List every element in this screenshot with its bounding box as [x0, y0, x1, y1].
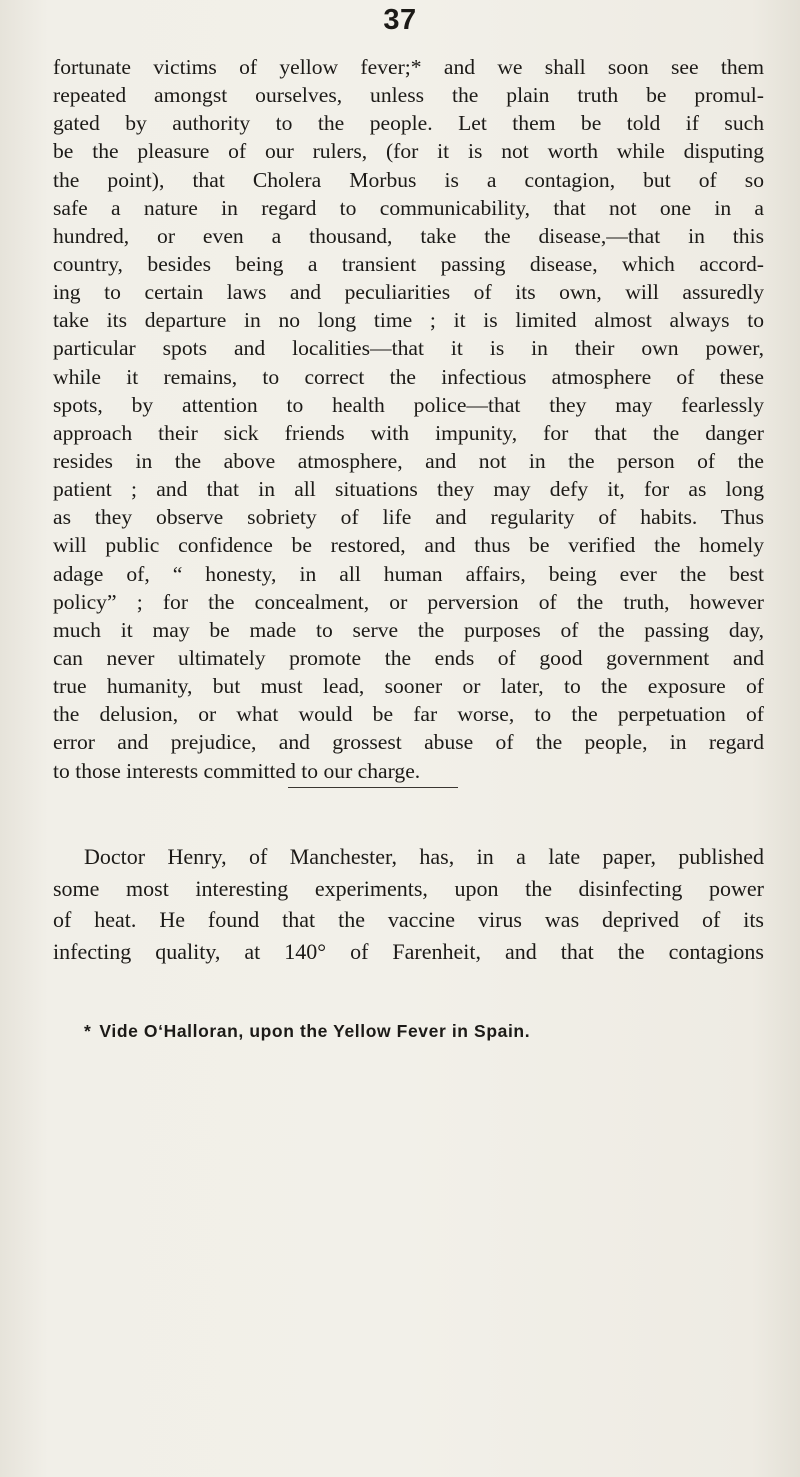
text-line: country, besides being a transient passing disease, which accord- [53, 251, 764, 276]
text-line: can never ultimately promote the ends of good government and [53, 645, 764, 670]
text-line: spots, by attention to health police—that they may fearlessly [53, 392, 764, 417]
text-line: Doctor Henry, of Manchester, has, in a late paper, published [84, 844, 764, 869]
text-line: hundred, or even a thousand, take the disease,—that in this [53, 223, 764, 248]
text-line: gated by authority to the people. Let them be told if such [53, 111, 764, 136]
text-line: adage of, “ honesty, in all human affairs, being ever the best [53, 561, 764, 586]
footnote-text: Vide O‘Halloran, upon the Yellow Fever in Spain. [99, 1021, 531, 1041]
text-line: much it may be made to serve the purposes of the passing day, [53, 617, 764, 642]
text-line: will public confidence be restored, and thus be verified the homely [53, 533, 764, 558]
text-line: resides in the above atmosphere, and not in the person of the [53, 448, 764, 473]
section-divider [288, 787, 458, 788]
text-line: of heat. He found that the vaccine virus was deprived of its [53, 907, 764, 932]
text-line: patient ; and that in all situations they may defy it, for as long [53, 477, 764, 502]
text-line: infecting quality, at 140° of Farenheit, and that the contagions [53, 938, 764, 964]
text-line: some most interesting experiments, upon the disinfecting power [53, 875, 764, 901]
text-line: take its departure in no long time ; it is limited almost always to [53, 308, 764, 333]
footnote-marker: * [84, 1021, 92, 1041]
text-line: safe a nature in regard to communicability, that not one in a [53, 195, 764, 220]
text-line: ing to certain laws and peculiarities of its own, will assuredly [53, 280, 764, 305]
main-paragraph [53, 53, 764, 785]
text-line: the point), that Cholera Morbus is a contagion, but of so [53, 167, 764, 192]
footnote [84, 1020, 530, 1042]
text-line: while it remains, to correct the infectious atmosphere of these [53, 364, 764, 389]
page-number: 37 [383, 4, 417, 36]
text-line: the delusion, or what would be far worse, to the perpetuation of [53, 702, 764, 727]
text-line: be the pleasure of our rulers, (for it is not worth while disputing [53, 139, 764, 164]
text-line: particular spots and localities—that it is in their own power, [53, 336, 764, 361]
text-line: as they observe sobriety of life and regularity of habits. Thus [53, 505, 764, 530]
second-paragraph [53, 841, 764, 967]
text-line: repeated amongst ourselves, unless the plain truth be promul- [53, 83, 764, 108]
text-line: to those interests committed to our charge. [53, 758, 421, 783]
text-line: true humanity, but must lead, sooner or later, to the exposure of [53, 674, 764, 699]
text-line: approach their sick friends with impunity, for that the danger [53, 420, 764, 445]
text-line: error and prejudice, and grossest abuse of the people, in regard [53, 730, 764, 755]
text-line: policy” ; for the concealment, or perversion of the truth, however [53, 589, 764, 614]
text-line: fortunate victims of yellow fever;* and we shall soon see them [53, 55, 764, 79]
